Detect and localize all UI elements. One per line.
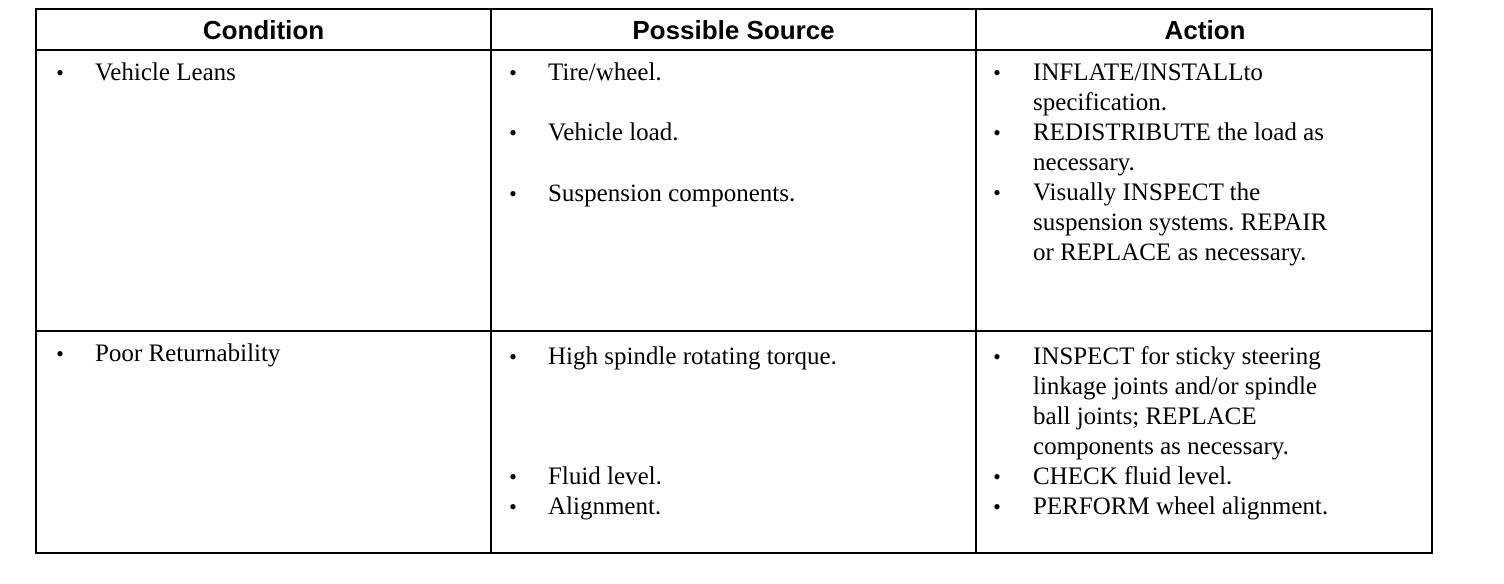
troubleshooting-table	[35, 8, 1433, 554]
source-cell	[492, 339, 972, 549]
bullet-icon: •	[993, 494, 1001, 519]
bullet-icon: •	[509, 181, 517, 206]
source-item: High spindle rotating torque.	[548, 343, 837, 370]
bullet-icon: •	[993, 60, 1001, 85]
action-line: Visually INSPECT the	[1033, 179, 1261, 206]
action-line: INFLATE/INSTALLto	[1033, 59, 1263, 86]
condition-cell	[37, 339, 487, 369]
source-item: Fluid level.	[548, 463, 662, 490]
action-line: specification.	[1033, 89, 1167, 116]
action-line: REDISTRIBUTE the load as	[1033, 119, 1324, 146]
condition-text: Vehicle Leans	[95, 59, 236, 86]
bullet-icon: •	[509, 494, 517, 519]
bullet-icon: •	[993, 180, 1001, 205]
header-action: Action	[1164, 14, 1246, 45]
condition-text: Poor Returnability	[95, 340, 281, 367]
bullet-icon: •	[993, 344, 1001, 369]
source-item: Tire/wheel.	[548, 59, 662, 86]
action-cell	[977, 339, 1432, 549]
action-line: linkage joints and/or spindle	[1033, 373, 1317, 400]
row-divider	[37, 330, 1431, 332]
header-condition: Condition	[202, 14, 325, 45]
bullet-icon: •	[56, 341, 64, 366]
condition-cell	[37, 58, 487, 88]
action-line: necessary.	[1033, 149, 1135, 176]
action-line: ball joints; REPLACE	[1033, 403, 1257, 430]
bullet-icon: •	[993, 464, 1001, 489]
action-line: CHECK fluid level.	[1033, 463, 1233, 490]
bullet-icon: •	[993, 120, 1001, 145]
action-line: suspension systems. REPAIR	[1033, 209, 1328, 236]
action-line: or REPLACE as necessary.	[1033, 239, 1307, 266]
bullet-icon: •	[509, 464, 517, 489]
action-cell	[977, 58, 1432, 328]
source-item: Suspension components.	[548, 180, 796, 207]
source-item: Alignment.	[548, 493, 662, 520]
bullet-icon: •	[509, 344, 517, 369]
source-item: Vehicle load.	[548, 119, 679, 146]
bullet-icon: •	[509, 60, 517, 85]
action-line: components as necessary.	[1033, 433, 1289, 460]
action-line: INSPECT for sticky steering	[1033, 343, 1321, 370]
source-cell	[492, 58, 972, 328]
action-line: PERFORM wheel alignment.	[1033, 493, 1329, 520]
header-possible-source: Possible Source	[632, 14, 835, 45]
bullet-icon: •	[509, 120, 517, 145]
bullet-icon: •	[56, 60, 64, 85]
